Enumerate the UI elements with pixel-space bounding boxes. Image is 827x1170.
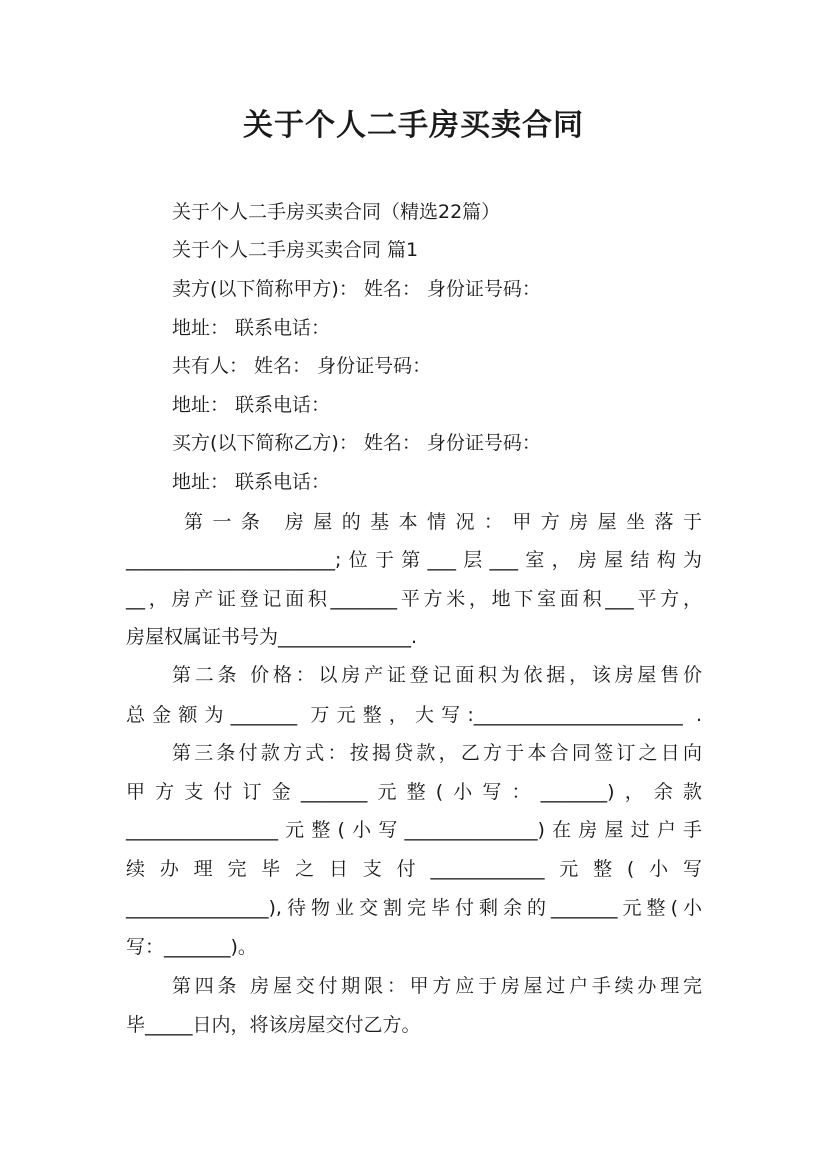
- document-title: 关于个人二手房买卖合同: [243, 108, 584, 143]
- article4-line-2: 毕_____日内，将该房屋交付乙方。: [126, 1014, 421, 1036]
- article3-line-2: 甲方支付订金_______元整(小写：_______)，余款: [126, 781, 702, 803]
- buyer-address-line: 地址： 联系电话：: [172, 471, 331, 493]
- seller-address-line: 地址： 联系电话：: [172, 317, 331, 339]
- article1-line-4: 房屋权属证书号为______________.: [126, 626, 418, 648]
- article2-line-1: 第二条 价格：以房产证登记面积为依据，该房屋售价: [172, 664, 702, 686]
- article1-line-1: 第一条 房屋的基本情况：甲方房屋坐落于: [184, 511, 702, 533]
- article3-line-4: 续办理完毕之日支付____________元整(小写: [126, 858, 702, 880]
- article3-line-3: ________________元整(小写______________)在房屋过户手: [126, 819, 702, 841]
- co-owner-address-line: 地址： 联系电话：: [172, 394, 331, 416]
- subtitle-line: 关于个人二手房买卖合同（精选22篇）: [172, 201, 501, 223]
- article1-line-2: ______________________;位于第___层___室，房屋结构为: [126, 549, 702, 571]
- article4-line-1: 第四条 房屋交付期限：甲方应于房屋过户手续办理完: [172, 975, 702, 997]
- article1-line-3: __，房产证登记面积_______平方米，地下室面积___平方，: [126, 588, 702, 610]
- article3-line-1: 第三条付款方式：按揭贷款，乙方于本合同签订之日向: [172, 742, 702, 764]
- co-owner-info-line: 共有人： 姓名： 身份证号码：: [172, 355, 432, 377]
- article3-line-5: _______________),待物业交割完毕付剩余的_______元整(小: [126, 897, 702, 919]
- buyer-info-line: 买方(以下简称乙方)： 姓名： 身份证号码：: [172, 432, 541, 454]
- section-heading: 关于个人二手房买卖合同 篇1: [172, 239, 419, 261]
- article2-line-2: 总金额为_______ 万元整，大写:______________________ .: [126, 704, 702, 726]
- seller-info-line: 卖方(以下简称甲方)： 姓名： 身份证号码：: [172, 278, 541, 300]
- article3-line-6: 写：_______)。: [126, 936, 257, 958]
